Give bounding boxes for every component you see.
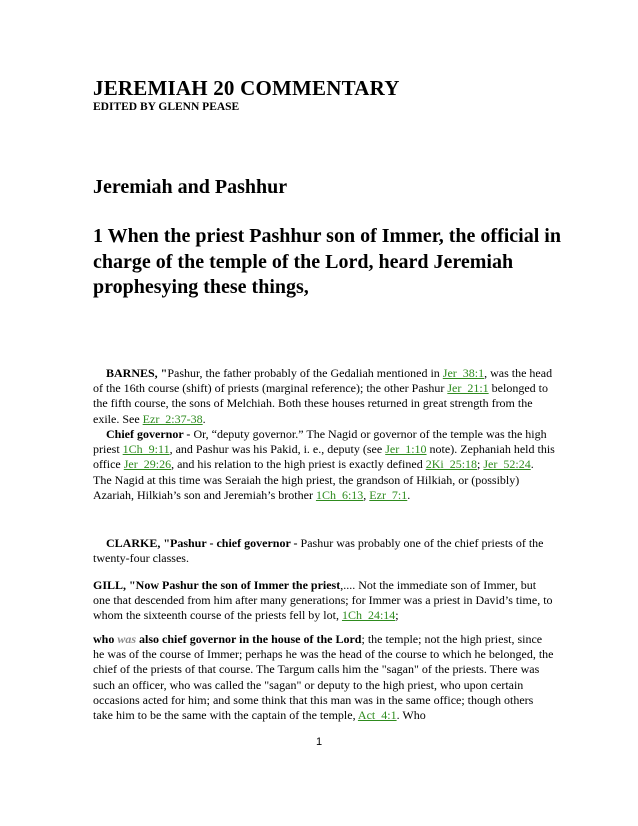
page-number: 1 [315,736,323,748]
text-span: . [202,411,206,426]
scripture-link[interactable]: Ezr_2:37-38 [142,411,203,426]
text-span: Pashur, the father probably of the Gedaliah mentioned in [167,366,443,380]
text-span: ; [477,457,484,472]
text-span: . The Nagid at this time was Seraiah the high priest, the grandson of Hilkiah, or (possibly) Azariah, Hilkiah’s son and Jeremiah’s brother [93,457,534,502]
barnes-lead: BARNES, " [106,366,168,380]
scripture-link[interactable]: 2Ki_25:18 [425,457,478,472]
scripture-link[interactable]: 1Ch_24:14 [341,608,396,623]
section-heading: Jeremiah and Pashhur [93,176,288,198]
text-span: , and his relation to the high priest is exactly defined [171,457,426,472]
text-span: . [407,487,411,502]
text-span: Pashur was probably one of the chief priests of the twenty-four classes. [93,536,544,566]
gill-lead: GILL, "Now Pashur the son of Immer the priest [93,578,341,592]
italic-word: was [117,632,137,646]
gill-lead-2a: who [93,632,118,646]
page-title: JEREMIAH 20 COMMENTARY [93,76,400,100]
text-span: , and Pashur was his Pakid, i. e., deputy (see [169,442,386,457]
barnes-paragraph [93,366,555,427]
text-span: . Who [396,708,426,723]
gill-paragraph-2 [93,632,555,723]
text-span: belonged to the fifth course, the sons of Melchiah. Both these houses returned in great strength from the exile. See [93,381,548,426]
scripture-link[interactable]: Jer_1:10 [385,442,427,457]
text-span: Or, “deputy governor.” The Nagid or governor of the temple was the high priest [93,427,547,457]
chief-governor-lead: Chief governor - [106,427,194,441]
gill-paragraph [93,578,555,624]
scripture-link[interactable]: Act_4:1 [357,708,397,723]
text-span: ,.... Not the immediate son of Immer, but one that descended from him after many generations; for Immer was a priest in David’s time, to whom the sixteenth course of the priests fell by lot, [93,578,553,623]
gill-lead-2b: also chief governor in the house of the Lord [136,632,362,646]
scripture-link[interactable]: 1Ch_9:11 [122,442,170,457]
text-span: , [363,487,370,502]
text-span: ; [395,608,399,623]
scripture-link[interactable]: Jer_38:1 [442,366,485,380]
clarke-paragraph [93,536,555,566]
scripture-link[interactable]: Ezr_7:1 [369,487,408,502]
scripture-link[interactable]: Jer_21:1 [447,381,489,396]
scripture-link[interactable]: Jer_29:26 [123,457,172,472]
scripture-link[interactable]: 1Ch_6:13 [315,487,364,502]
text-span: note). Zephaniah held this office [93,442,555,472]
clarke-lead: CLARKE, "Pashur - chief governor - [106,536,301,550]
scripture-link[interactable]: Jer_52:24 [483,457,531,472]
text-span: , was the head of the 16th course (shift) of priests (marginal reference); the other Pashur [93,366,553,396]
verse-text: 1 When the priest Pashhur son of Immer, the official in charge of the temple of the Lord, heard Jeremiah prophesying these things, [93,225,561,298]
editor-line: EDITED BY GLENN PEASE [93,101,240,113]
chief-governor-paragraph [93,427,555,503]
text-span: ; the temple; not the high priest, since he was of the course of Immer; perhaps he was the head of the course to which he belonged, the chief of the priests of that course. The Targum calls him the "sagan" of the priests. There was such an officer, who was called the "sagan" or deputy to the high priest, who upon certain occasions acted for him; and some think that this man was in the same office; though others take him to be the same with the captain of the temple, [93,632,554,723]
